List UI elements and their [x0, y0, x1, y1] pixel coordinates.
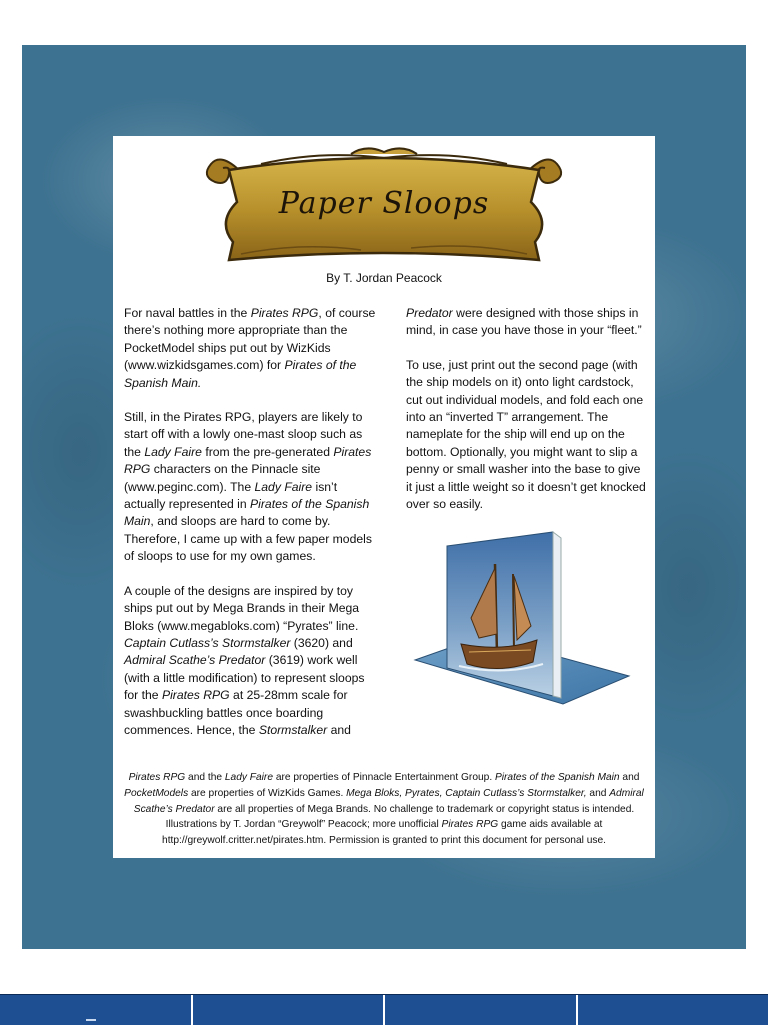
tab-2[interactable]	[193, 995, 386, 1025]
paragraph: Predator were designed with those ships in mind, in case you have those in your “fleet.”	[406, 305, 649, 340]
tab-4[interactable]	[578, 995, 768, 1025]
paragraph: A couple of the designs are inspired by toy ships put out by Mega Brands in their Mega Bloks (www.megabloks.com) “Pyrates” line. Captain Cutlass’s Stormstalker (3620) and Admiral Scathe’s Predator (3619) work well (with a little modification) to represent sloops for the Pirates RPG at 25-28mm scale for swashbuckling battles once boarding commences. Hence, the Stormstalker and	[124, 583, 376, 740]
paragraph: For naval battles in the Pirates RPG, of course there’s nothing more appropriate than the PocketModel ships put out by WizKids (www.wizkidsgames.com) for Pirates of the Spanish Main.	[124, 305, 376, 392]
paragraph: To use, just print out the second page (with the ship models on it) onto light cardstock, cut out individual models, and fold each one into an “inverted T” arrangement. The nameplate for the ship will end up on the bottom. Optionally, you might want to slip a penny or small washer into the base to give it just a little weight so it doesn’t get knocked over so easily.	[406, 357, 649, 514]
copyright-footer: Pirates RPG and the Lady Faire are properties of Pinnacle Entertainment Group. Pirates of the Spanish Main and PocketModels are properties of WizKids Games. Mega Bloks, Pyrates, Captain Cutlass’s Stormstalker, and Admiral Scathe’s Predator are all properties of Mega Brands. No challenge to trademark or copyright status is intended. Illustrations by T. Jordan “Greywolf” Peacock; more unofficial Pirates RPG game aids available at http://greywolf.critter.net/pirates.htm. Permission is granted to print this document for personal use.	[121, 770, 647, 849]
tab-3[interactable]	[385, 995, 578, 1025]
document-title: Paper Sloops	[201, 186, 567, 221]
tab-1[interactable]	[0, 995, 193, 1025]
tab-indicator	[86, 1019, 96, 1027]
document-page	[113, 136, 655, 858]
right-column	[406, 305, 649, 530]
paragraph: Still, in the Pirates RPG, players are likely to start off with a lowly one-mast sloop such as the Lady Faire from the pre-generated Pirates RPG characters on the Pinnacle site (www.peginc.com). The Lady Faire isn’t actually represented in Pirates of the Spanish Main, and sloops are hard to come by. Therefore, I came up with a few paper models of sloops to use for my own games.	[124, 409, 376, 566]
bottom-tab-bar	[0, 994, 768, 1025]
sloop-model-illustration	[413, 526, 633, 706]
left-column	[124, 305, 376, 756]
byline: By T. Jordan Peacock	[113, 271, 655, 285]
